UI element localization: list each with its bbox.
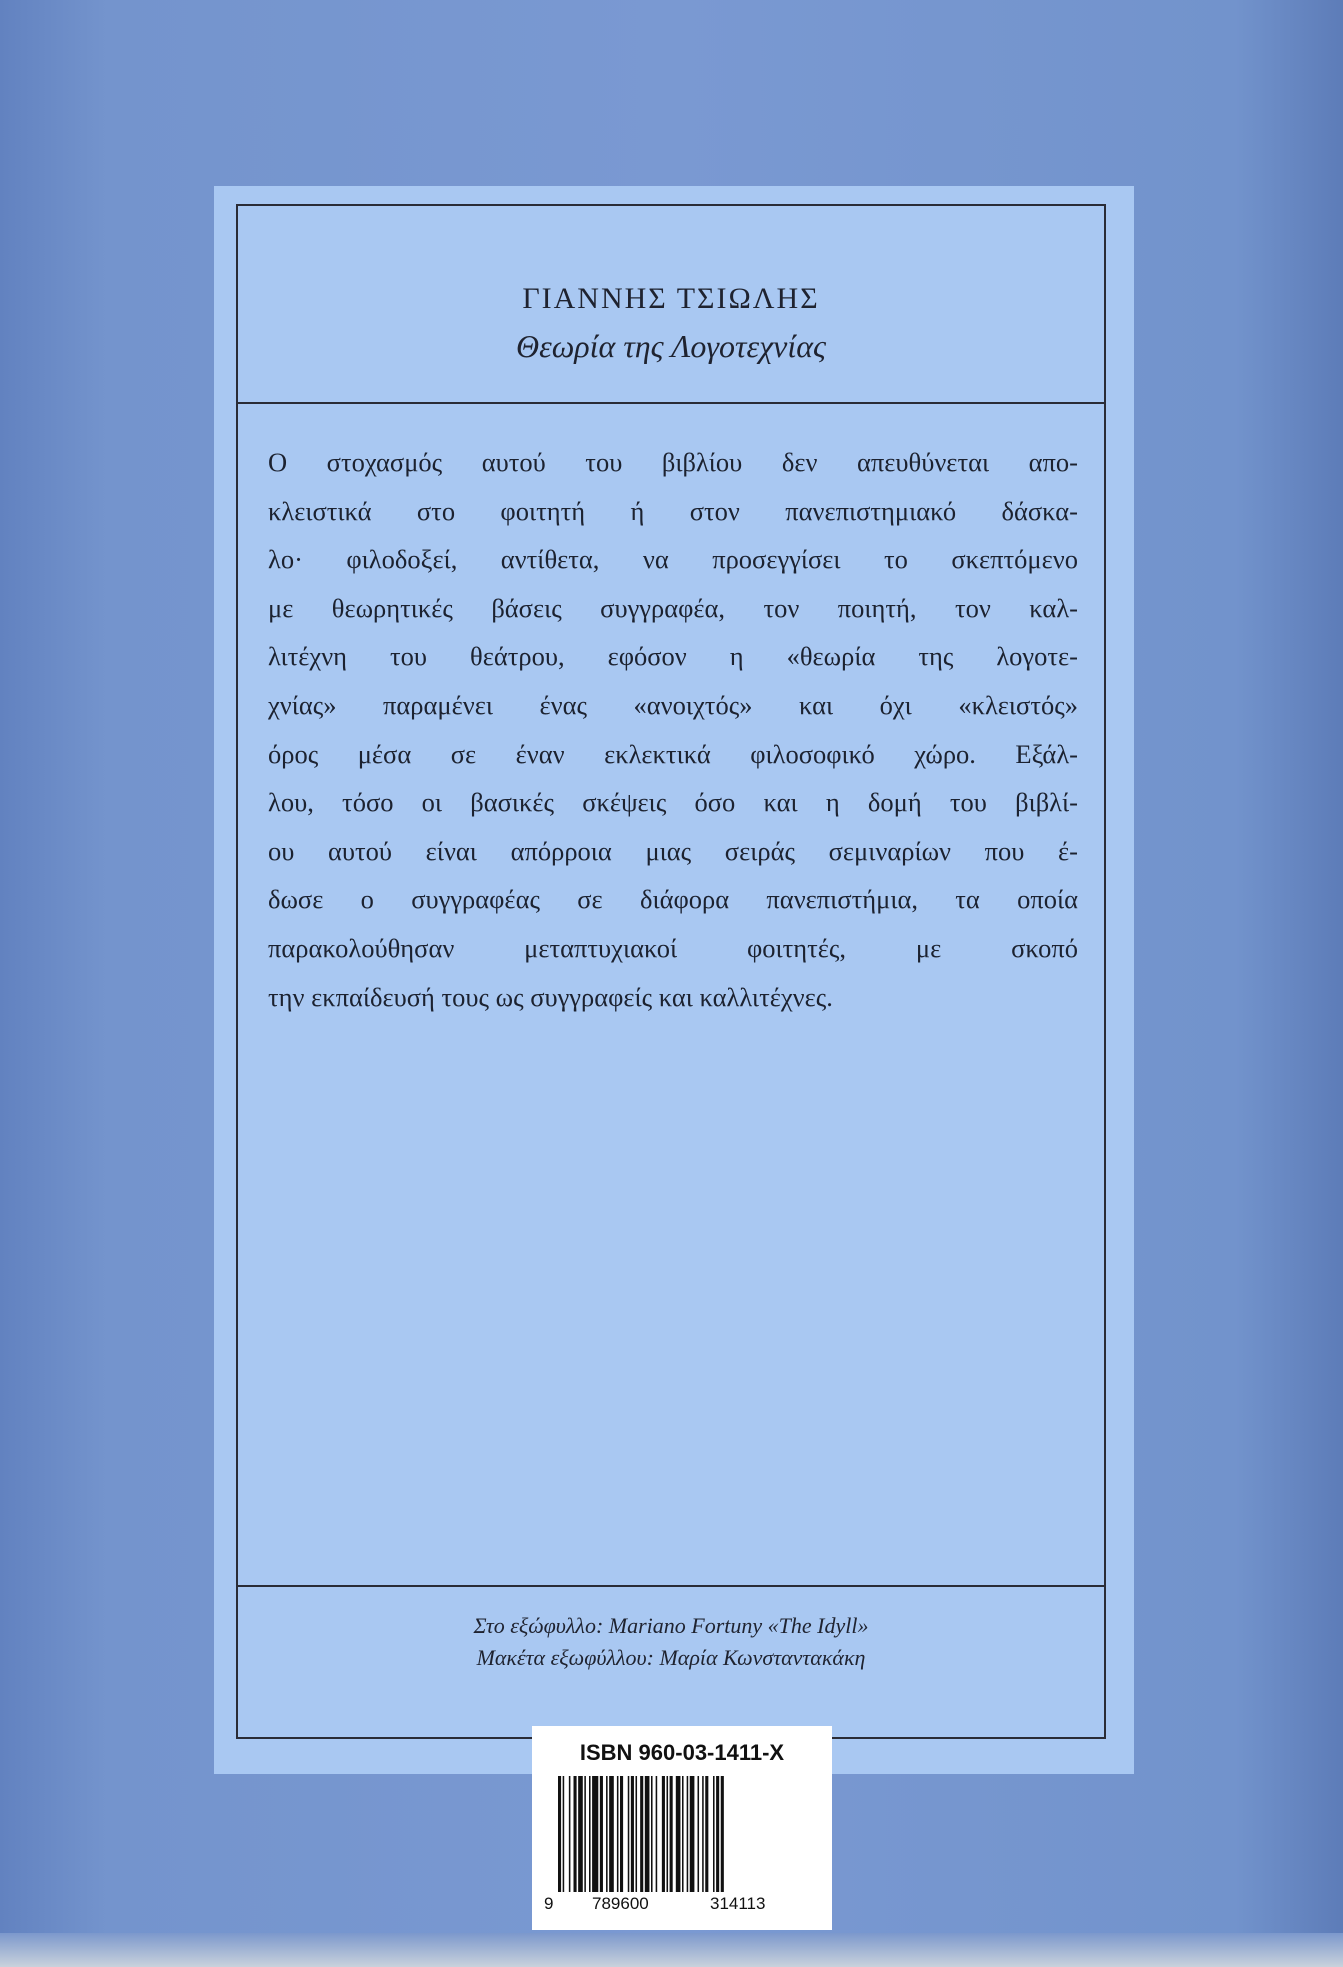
cover-design-credit: Μακέτα εξωφύλλου: Μαρία Κωνσταντακάκη [476,1645,866,1670]
text-panel [214,186,1134,1774]
panel-frame [236,204,1106,1739]
barcode-digits-right: 314113 [710,1894,766,1913]
isbn-number: ISBN 960-03-1411-X [579,1740,785,1765]
cover-art-credit: Στο εξώφυλλο: Mariano Fortuny «The Idyll» [473,1613,869,1638]
blurb-line: με θεωρητικές βάσεις συγγραφέα, τον ποιητή, τον καλ- [268,592,1078,623]
blurb-line: χνίας» παραμένει ένας «ανοιχτός» και όχι «κλειστός» [268,689,1078,720]
blurb-line: δωσε ο συγγραφέας σε διάφορα πανεπιστήμια, τα οποία [268,884,1078,915]
book-title: Θεωρία της Λογοτεχνίας [515,328,827,364]
blurb-line: Ο στοχασμός αυτού του βιβλίου δεν απευθύνεται απο- [268,447,1078,477]
blurb-line: κλειστικά στο φοιτητή ή στον πανεπιστημιακό δάσκα- [268,495,1078,526]
blurb-line: λου, τόσο οι βασικές σκέψεις όσο και η δομή του βιβλί- [268,787,1078,818]
blurb-text [268,438,1078,1021]
barcode-digits-left: 789600 [592,1894,649,1913]
barcode-label [532,1726,832,1930]
blurb-line: την εκπαίδευσή τους ως συγγραφείς και καλλιτέχνες. [268,981,833,1012]
title-box [238,206,1104,404]
blurb-line: όρος μέσα σε έναν εκλεκτικά φιλοσοφικό χώρο. Εξάλ- [268,738,1078,769]
cover-bottom-edge [0,1933,1343,1967]
blurb-line: λο· φιλοδοξεί, αντίθετα, να προσεγγίσει το σκεπτόμενο [268,544,1078,575]
credits-box [238,1585,1104,1737]
blurb-line: παρακολούθησαν μεταπτυχιακοί φοιτητές, με σκοπό [268,932,1078,963]
blurb-line: ου αυτού είναι απόρροια μιας σειράς σεμιναρίων που έ- [268,835,1078,866]
author-name: ΓΙΑΝΝΗΣ ΤΣΙΩΛΗΣ [522,282,820,315]
barcode-digit-lead: 9 [544,1894,554,1913]
barcode-bars-icon [558,1776,806,1892]
blurb-line: λιτέχνη του θεάτρου, εφόσον η «θεωρία της λογοτε- [268,641,1078,672]
